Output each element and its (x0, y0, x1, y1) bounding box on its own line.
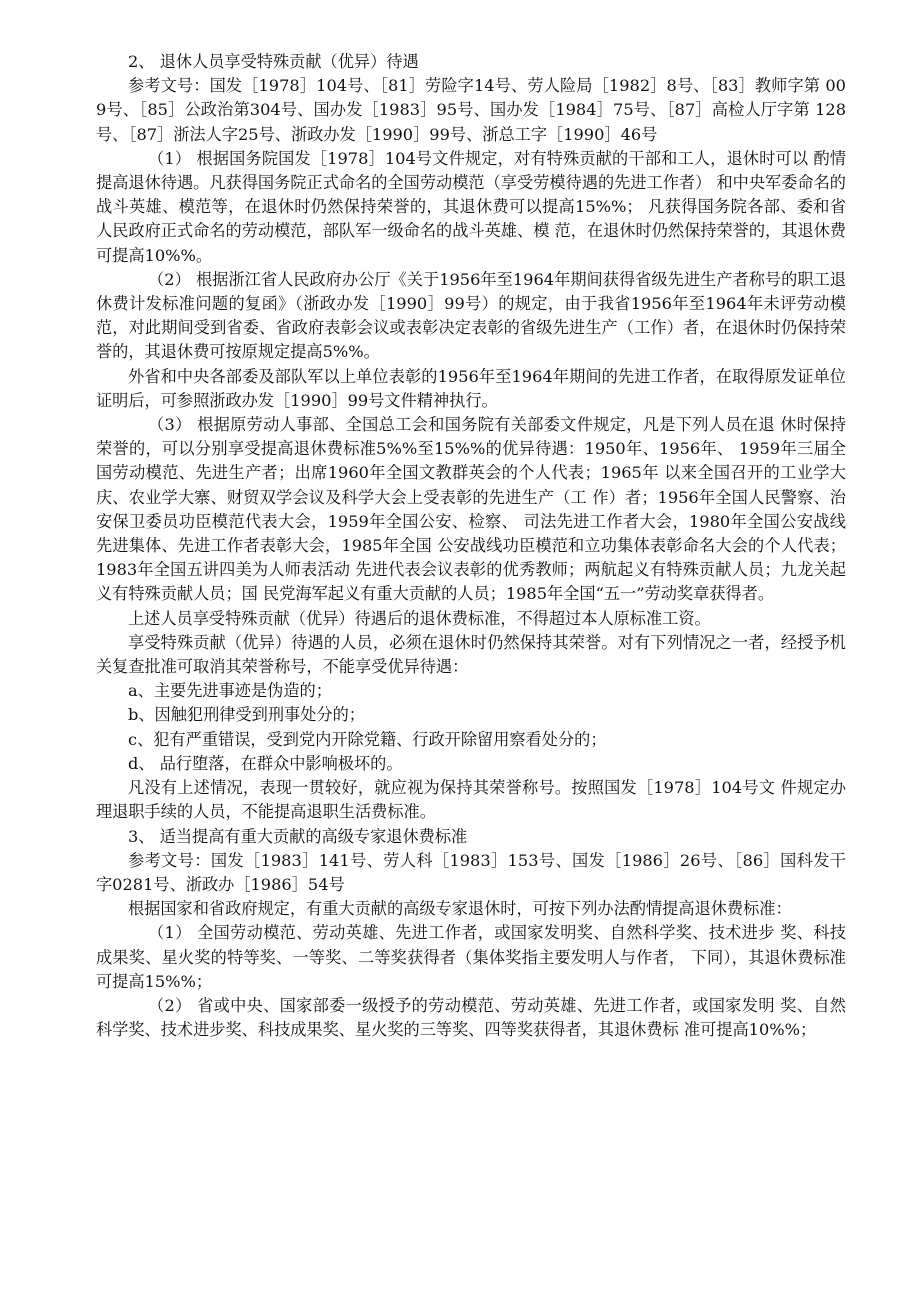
document-page (96, 50, 846, 1042)
no-conditions-paragraph: 凡没有上述情况，表现一贯较好，就应视为保持其荣誉称号。按照国发［1978］104号文 件规定办理退职手续的人员，不能提高退职生活费标准。 (96, 778, 846, 822)
section-heading-2: 2、 退休人员享受特殊贡献（优异）待遇 (128, 52, 419, 71)
clause-1-paragraph: （1） 根据国务院国发［1978］104号文件规定，对有特殊贡献的干部和工人，退休时可以 酌情提高退休待遇。凡获得国务院正式命名的全国劳动模范（享受劳模待遇的先进工作者） 和中央军委命名的战斗英雄、模范等，在退休时仍然保持荣誉的，其退休费可以提高15%%； 凡获得国务院各部、委和省人民政府正式命名的劳动模范，部队军一级命名的战斗英雄、模 范，在退休时仍然保持荣誉的，其退休费可提高10%%。 (96, 148, 846, 265)
section-heading-3: 3、 适当提高有重大贡献的高级专家退休费标准 (128, 826, 468, 846)
reference-numbers-paragraph: 参考文号：国发［1978］104号、［81］劳险字14号、劳人险局［1982］8号、［83］教师字第 009号、［85］公政治第304号、国办发［1983］95号、国办发［1984］75号、［87］高检人厅字第 128号、［87］浙法人字25号、浙政办发［1990］99号、浙总工字［1990］46号 (96, 76, 846, 144)
clause-2-paragraph: （2） 根据浙江省人民政府办公厅《关于1956年至1964年期间获得省级先进生产者称号的职工退休费计发标准问题的复函》（浙政办发［1990］99号）的规定，由于我省1956年至1964年未评劳动模范，对此期间受到省委、省政府表彰会议或表彰决定表彰的省级先进生产（工作）者，在退休时仍保持荣誉的，其退休费可按原规定提高5%%。 (96, 269, 846, 362)
honor-retention-paragraph: 享受特殊贡献（优异）待遇的人员，必须在退休时仍然保持其荣誉。对有下列情况之一者，经授予机关复查批准可取消其荣誉称号，不能享受优异待遇： (96, 632, 846, 677)
list-item-b: b、因触犯刑律受到刑事处分的； (128, 705, 365, 725)
other-provinces-paragraph: 外省和中央各部委及部队军以上单位表彰的1956年至1964年期间的先进工作者，在取得原发证单位证明后，可参照浙政办发［1990］99号文件精神执行。 (96, 366, 846, 410)
list-item-a: a、主要先进事迹是伪造的； (128, 681, 332, 701)
expert-clause-2-paragraph: （2） 省或中央、国家部委一级授予的劳动模范、劳动英雄、先进工作者，或国家发明 奖、自然科学奖、技术进步奖、科技成果奖、星火奖的三等奖、四等奖获得者，其退休费标 准可提高10%%； (96, 995, 846, 1040)
list-item-d: d、 品行堕落，在群众中影响极坏的。 (128, 753, 403, 773)
reference-numbers-paragraph-2: 参考文号：国发［1983］141号、劳人科［1983］153号、国发［1986］26号、［86］国科发干 字0281号、浙政办［1986］54号 (96, 850, 846, 894)
expert-intro-paragraph: 根据国家和省政府规定，有重大贡献的高级专家退休时，可按下列办法酌情提高退休费标准： (128, 899, 792, 919)
clause-3-paragraph: （3） 根据原劳动人事部、全国总工会和国务院有关部委文件规定，凡是下列人员在退 休时保持荣誉的，可以分别享受提高退休费标准5%%至15%%的优异待遇：1950年、1956年、 1959年三届全国劳动模范、先进生产者；出席1960年全国文教群英会的个人代表；1965年 以来全国召开的工业学大庆、农业学大寨、财贸双学会议及科学大会上受表彰的先进生产（工 作）者；1956年全国人民警察、治安保卫委员功臣模范代表大会，1959年全国公安、检察、 司法先进工作者大会，1980年全国公安战线先进集体、先进工作者表彰大会，1985年全国 公安战线功臣模范和立功集体表彰命名大会的个人代表；1983年全国五讲四美为人师表活动 先进代表会议表彰的优秀教师；两航起义有特殊贡献人员；九龙关起义有特殊贡献人员；国 民党海军起义有重大贡献的人员；1985年全国“五一”劳动奖章获得者。 (96, 415, 846, 604)
list-item-c: c、犯有严重错误，受到党内开除党籍、行政开除留用察看处分的； (128, 729, 607, 749)
expert-clause-1-paragraph: （1） 全国劳动模范、劳动英雄、先进工作者，或国家发明奖、自然科学奖、技术进步 奖、科技成果奖、星火奖的特等奖、一等奖、二等奖获得者（集体奖指主要发明人与作者， 下同），其退休费标准可提高15%%； (96, 923, 846, 991)
standard-limit-paragraph: 上述人员享受特殊贡献（优异）待遇后的退休费标准，不得超过本人原标准工资。 (128, 608, 711, 628)
